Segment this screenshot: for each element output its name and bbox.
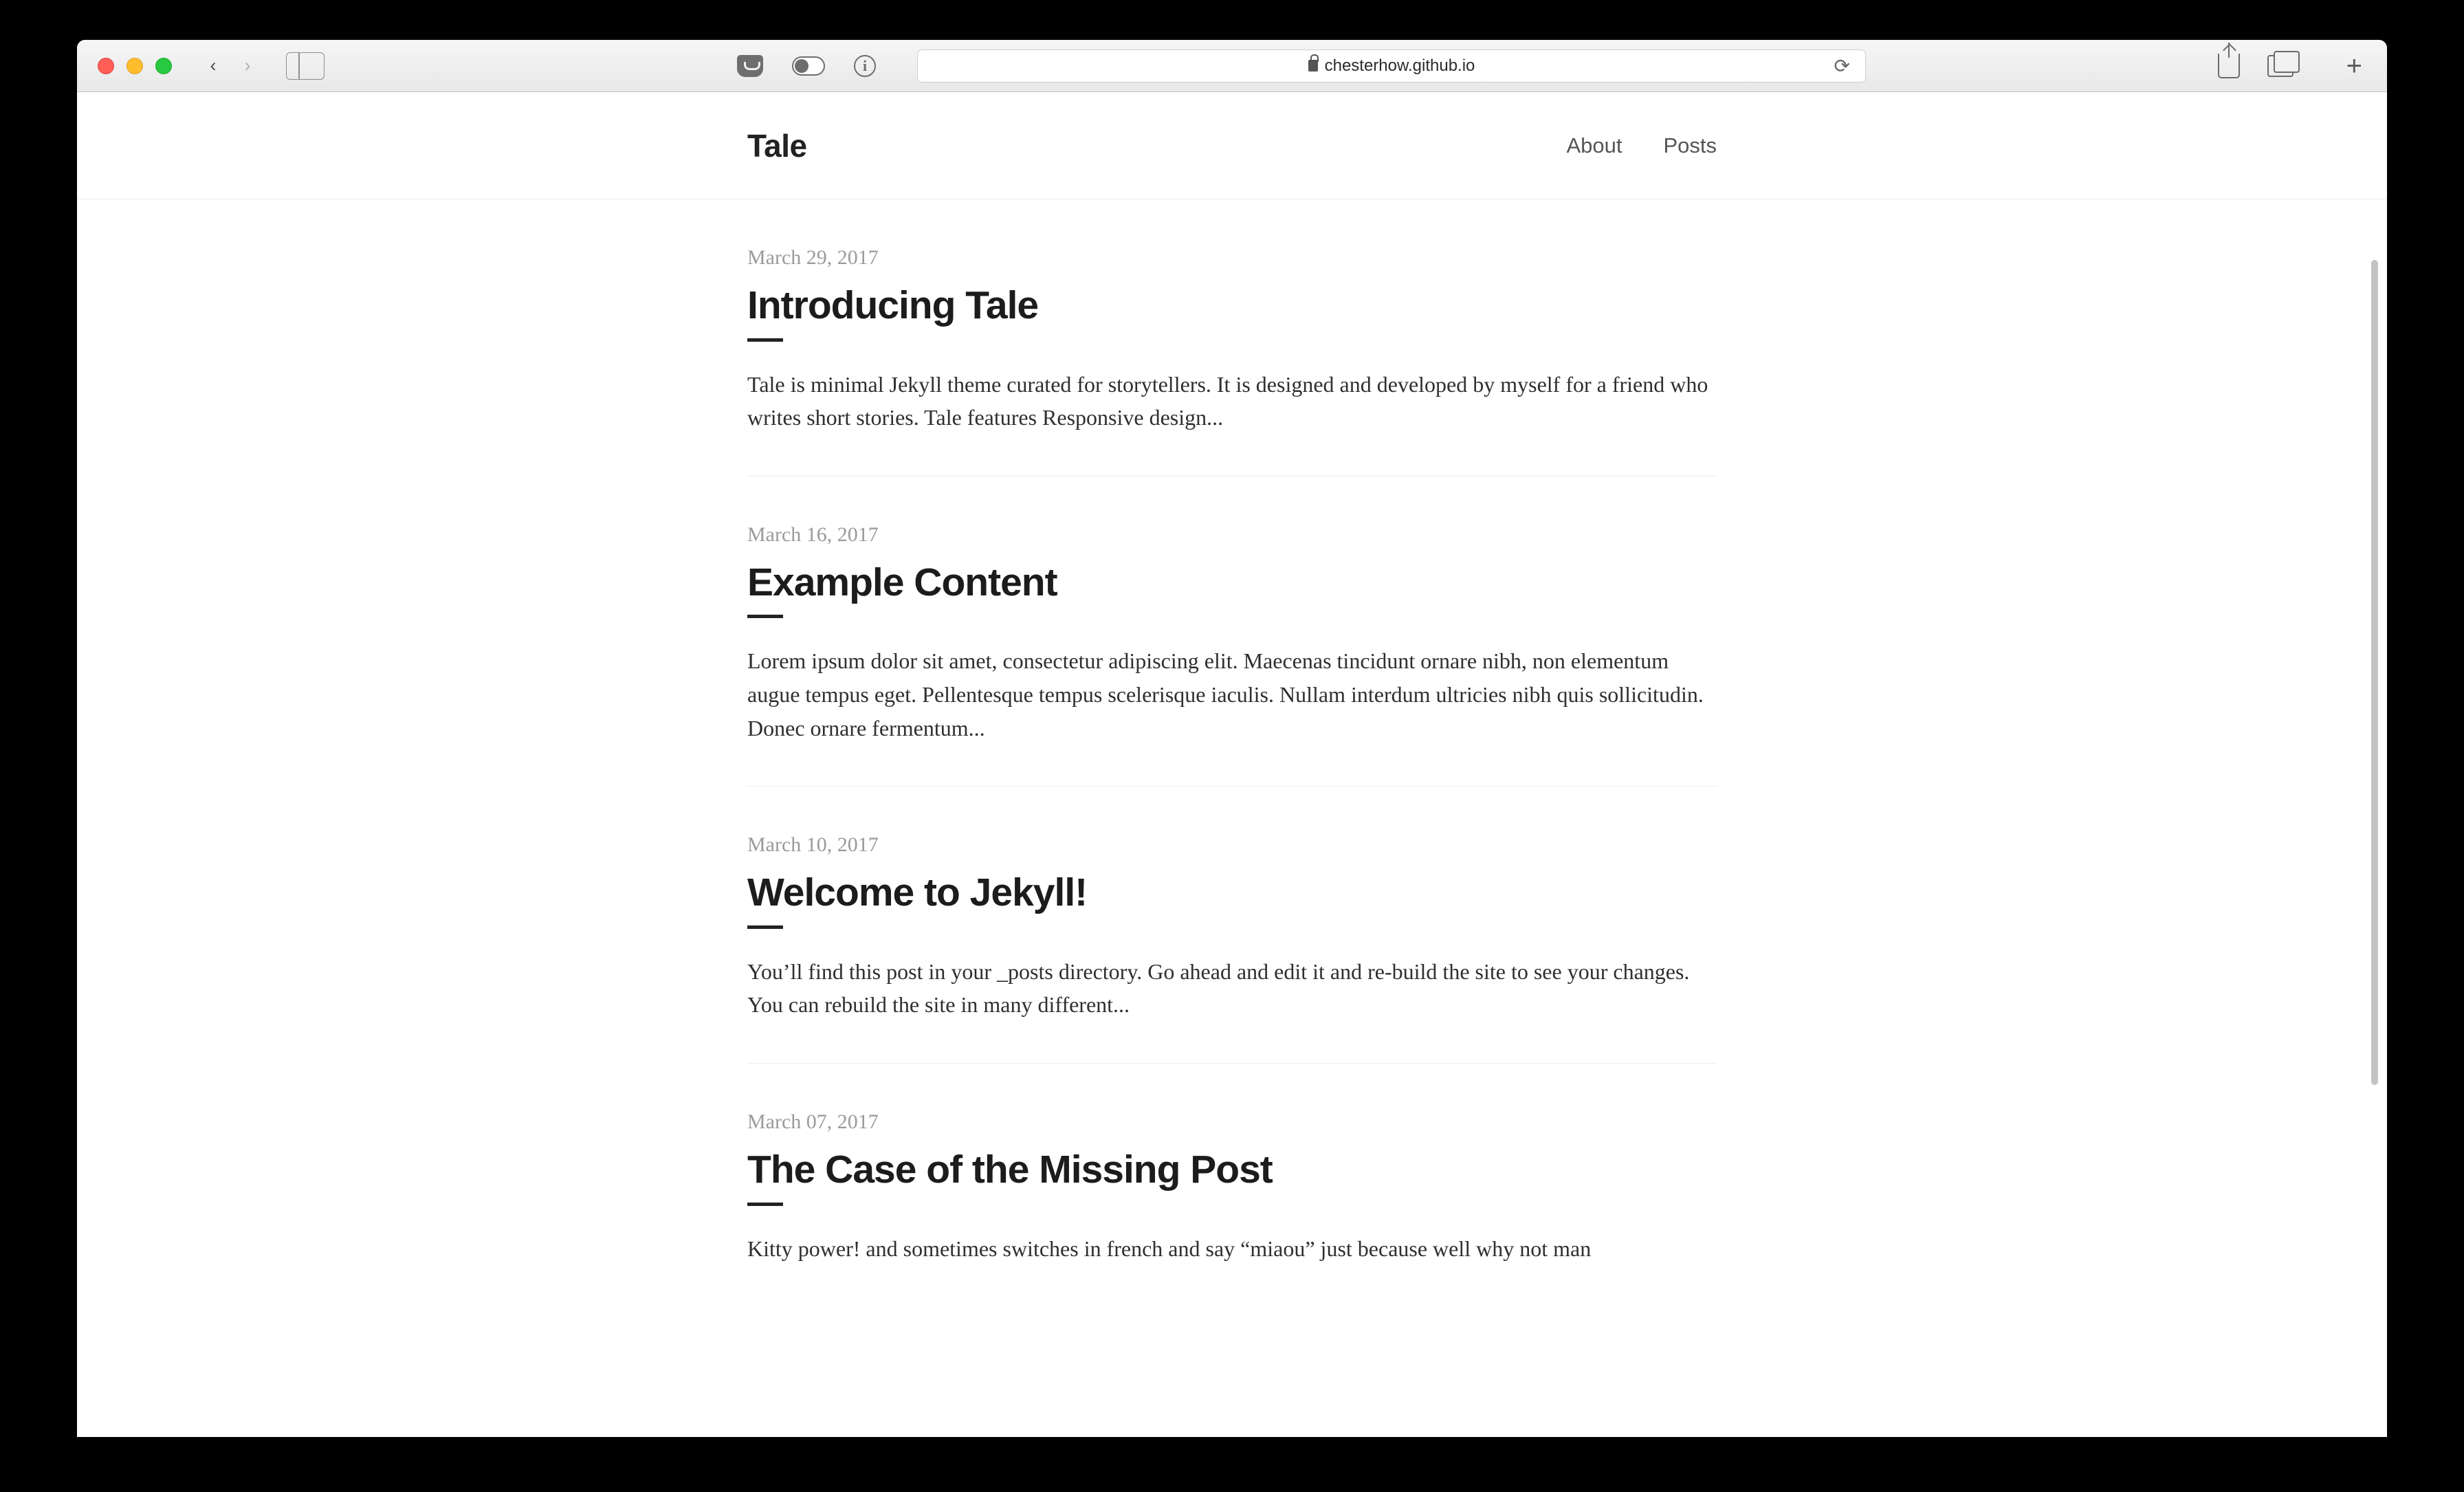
post-date: March 29, 2017 — [747, 246, 879, 269]
web-page-content — [77, 92, 2387, 1437]
site-title[interactable]: Tale — [747, 127, 807, 164]
url-text: chesterhow.github.io — [1324, 56, 1475, 75]
post-title[interactable]: Welcome to Jekyll! — [747, 870, 1088, 915]
share-icon[interactable] — [2218, 54, 2240, 78]
sidebar-icon[interactable] — [286, 52, 324, 80]
post-divider — [747, 615, 783, 618]
close-window-button[interactable] — [98, 58, 114, 74]
post-excerpt: You’ll find this post in your _posts directory. Go ahead and edit it and re-build the site to see your changes. You can rebuild the site in many different... — [747, 958, 1690, 1018]
toolbar-center-tools — [737, 55, 876, 77]
post-item — [747, 199, 1717, 476]
post-divider — [747, 925, 783, 929]
reload-icon[interactable]: ⟳ — [1834, 55, 1850, 76]
navigation-buttons — [198, 51, 263, 81]
post-excerpt: Kitty power! and sometimes switches in french and say “miaou” just because well why not man — [747, 1236, 1592, 1261]
safari-browser-window — [77, 40, 2387, 1437]
pocket-icon[interactable] — [737, 55, 763, 77]
maximize-window-button[interactable] — [155, 58, 172, 74]
site-header — [77, 92, 2387, 199]
post-date: March 10, 2017 — [747, 833, 879, 857]
post-title[interactable]: Introducing Tale — [747, 283, 1039, 327]
new-tab-button[interactable]: + — [2346, 50, 2362, 81]
post-divider — [747, 338, 783, 342]
site-navigation — [1566, 133, 1717, 158]
post-item — [747, 1064, 1717, 1306]
nav-link-about[interactable]: About — [1566, 133, 1622, 157]
post-date: March 07, 2017 — [747, 1110, 879, 1134]
tabs-icon[interactable] — [2267, 55, 2294, 77]
address-bar-content — [1308, 56, 1475, 76]
post-title[interactable]: Example Content — [747, 560, 1057, 604]
lock-icon — [1308, 60, 1318, 72]
address-bar[interactable] — [917, 50, 1866, 83]
browser-titlebar — [77, 40, 2387, 92]
scrollbar-thumb[interactable] — [2371, 260, 2378, 1085]
post-title[interactable]: The Case of the Missing Post — [747, 1148, 1273, 1192]
toolbar-right-tools — [2218, 54, 2294, 78]
nav-link-posts[interactable]: Posts — [1663, 133, 1717, 157]
post-divider — [747, 1203, 783, 1206]
post-list — [77, 199, 2387, 1306]
post-excerpt: Tale is minimal Jekyll theme curated for storytellers. It is designed and developed by myself for a friend who writes short stories. Tale features Responsive design... — [747, 371, 1708, 430]
info-icon[interactable]: i — [854, 55, 876, 77]
forward-button[interactable]: › — [244, 55, 251, 76]
window-controls — [98, 58, 172, 74]
post-excerpt: Lorem ipsum dolor sit amet, consectetur adipiscing elit. Maecenas tincidunt ornare nibh, non elementum augue tempus eget. Pellentesque tempus scelerisque iaculis. Nullam interdum ultricies nibh quis sollicitudin. Donec ornare fermentum... — [747, 648, 1704, 740]
back-button[interactable]: ‹ — [210, 55, 217, 76]
minimize-window-button[interactable] — [126, 58, 143, 74]
page-scrollbar[interactable] — [2369, 147, 2380, 1437]
post-date: March 16, 2017 — [747, 523, 879, 546]
reader-toggle-icon[interactable] — [792, 56, 825, 76]
post-item — [747, 787, 1717, 1064]
post-item — [747, 476, 1717, 787]
